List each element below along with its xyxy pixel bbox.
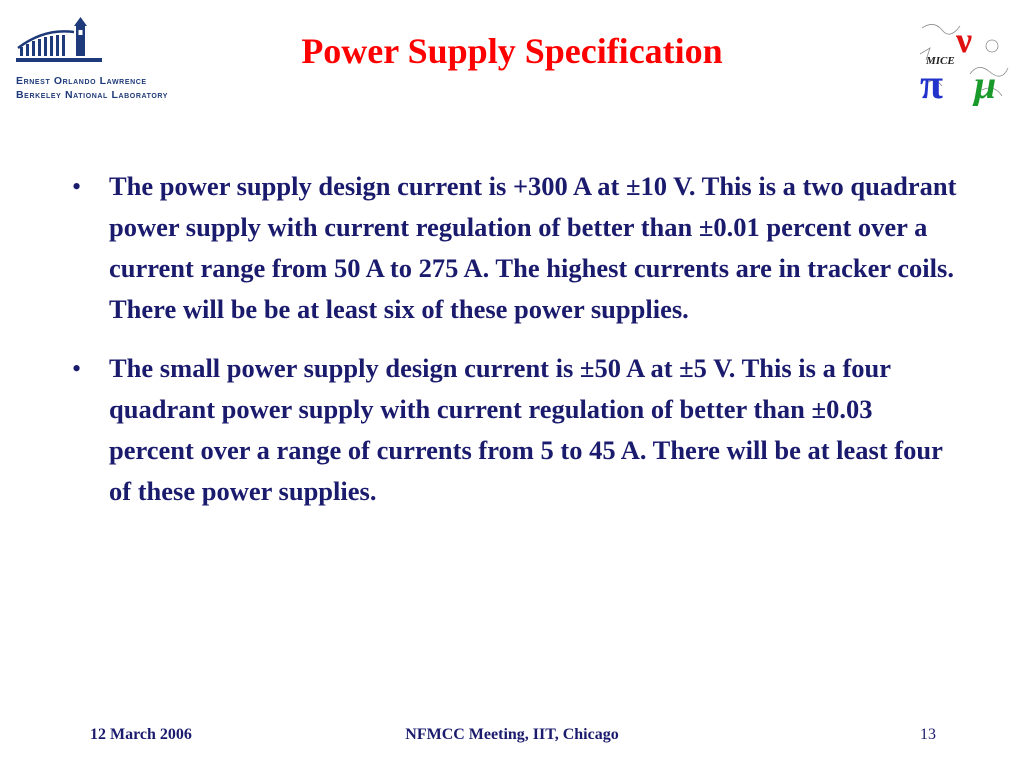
bullet-item-2 [72, 348, 957, 512]
page-number: 13 [920, 726, 936, 743]
footer-meeting: NFMCC Meeting, IIT, Chicago [405, 726, 619, 743]
mice-logo-pi: π [920, 62, 944, 106]
bullet-marker: • [72, 354, 82, 383]
mice-logo-icon [912, 14, 1014, 106]
lbnl-name-line2: Berkeley National Laboratory [16, 89, 169, 101]
lbnl-name-line1: Ernest Orlando Lawrence [16, 75, 147, 87]
bullet-item-1 [72, 166, 957, 330]
slide-title: Power Supply Specification [301, 31, 723, 71]
lbnl-logo [14, 14, 200, 100]
mice-logo-label: MICE [926, 55, 955, 67]
bullet-list [72, 166, 957, 530]
mice-logo-nu: ν [956, 20, 973, 60]
lbnl-building-icon [14, 14, 104, 76]
bullet-marker: • [72, 172, 82, 201]
mice-logo-mu: μ [974, 62, 997, 106]
bullet-text: The power supply design current is +300 A at ±10 V. This is a two quadrant power supply with current regulation of better than ±0.01 percent over a current range from 50 A to 275 A. The highest currents are in tracker coils. There will be be at least six of these power supplies. [109, 171, 957, 324]
footer-date: 12 March 2006 [90, 726, 192, 743]
bullet-text: The small power supply design current is ±50 A at ±5 V. This is a four quadrant power supply with current regulation of better than ±0.03 percent over a range of currents from 5 to 45 A. There will be at least four of these power supplies. [109, 353, 943, 506]
